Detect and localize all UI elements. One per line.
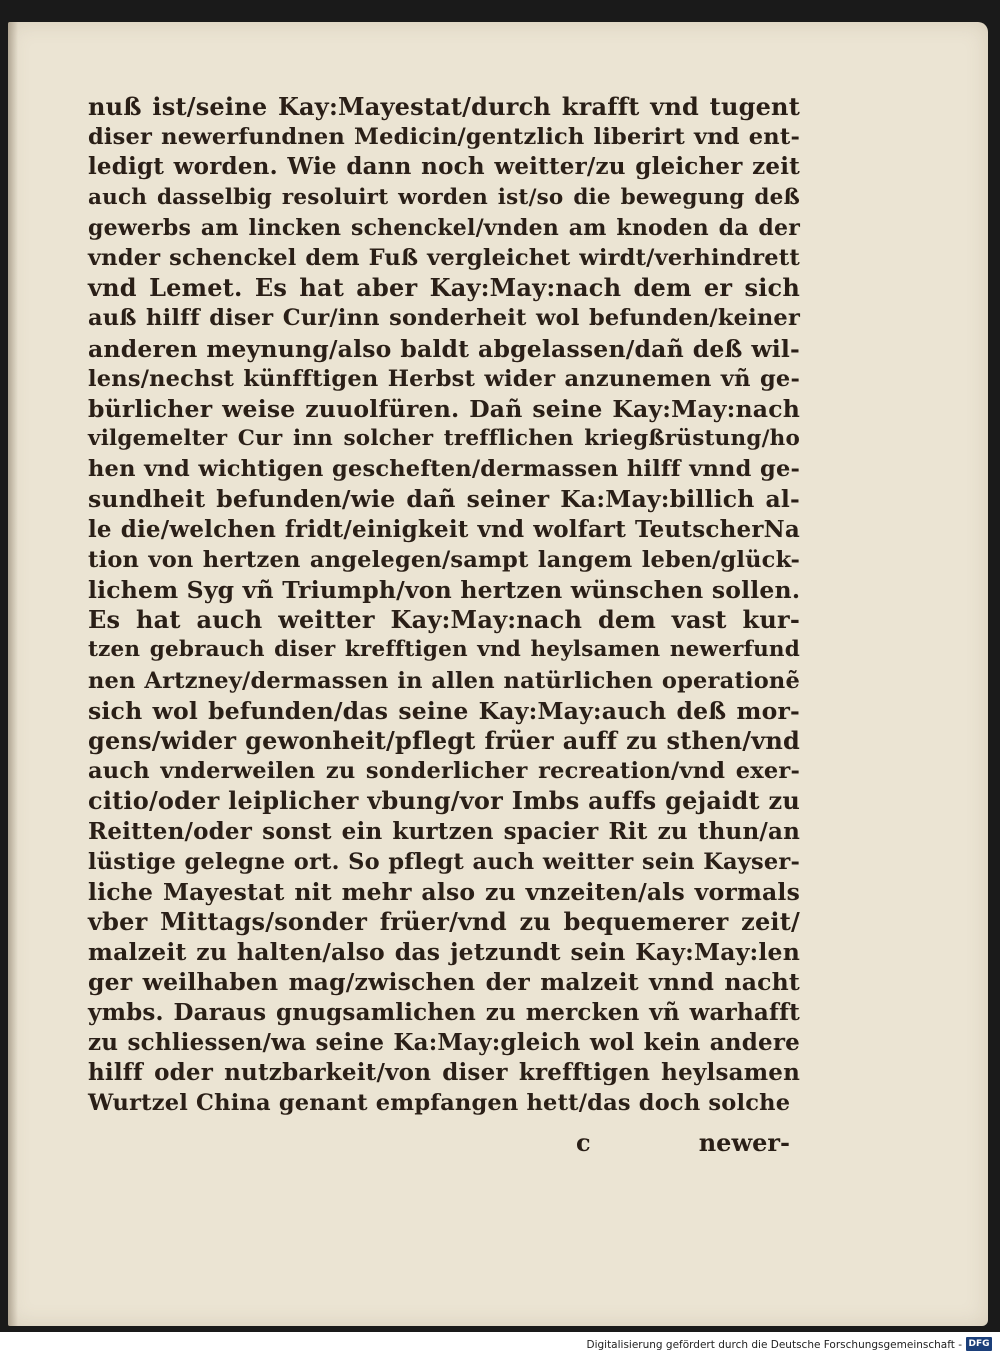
text-line: nen Artzney/dermassen in allen natürlichen operationẽ: [88, 667, 800, 694]
page-gutter-shadow: [8, 22, 18, 1326]
dfg-logo[interactable]: DFG: [966, 1337, 992, 1351]
text-line: tion von hertzen angelegen/sampt langem leben/glück-: [88, 546, 800, 573]
page-footer-marks: [88, 1128, 800, 1158]
text-line: malzeit zu halten/also das jetzundt sein Kay:May:len: [88, 938, 800, 967]
text-line: citio/oder leiplicher vbung/vor Imbs auffs gejaidt zu: [88, 786, 800, 816]
text-line: Es hat auch weitter Kay:May:nach dem vast kur-: [88, 605, 800, 635]
text-line: auch vnderweilen zu sonderlicher recreation/vnd exer-: [88, 758, 800, 785]
page-text: [88, 92, 800, 1118]
text-line: vber Mittags/sonder früer/vnd zu bequemerer zeit/: [88, 907, 800, 937]
text-line: diser newerfundnen Medicin/gentzlich liberirt vnd ent-: [88, 124, 800, 151]
text-line: ger weilhaben mag/zwischen der malzeit vnnd nacht: [88, 968, 800, 997]
text-line: bürlicher weise zuuolfüren. Dañ seine Kay:May:nach: [88, 394, 800, 423]
digitization-credit: Digitalisierung gefördert durch die Deutsche Forschungsgemeinschaft -: [586, 1339, 962, 1351]
text-line: Wurtzel China genant empfangen hett/das doch solche: [88, 1090, 791, 1117]
text-line: anderen meynung/also baldt abgelassen/dañ deß wil-: [88, 334, 800, 363]
text-line: hen vnd wichtigen gescheften/dermassen hilff vnnd ge-: [88, 456, 800, 483]
text-line: lüstige gelegne ort. So pflegt auch weitter sein Kayser-: [88, 848, 800, 875]
text-line: vnd Lemet. Es hat aber Kay:May:nach dem er sich: [88, 273, 800, 303]
text-line: lens/nechst künfftigen Herbst wider anzunemen vñ ge-: [88, 365, 800, 392]
text-line: vnder schenckel dem Fuß vergleichet wirdt/verhindrett: [88, 244, 800, 271]
text-line: hilff oder nutzbarkeit/von diser krefftigen heylsamen: [88, 1059, 800, 1086]
text-line: tzen gebrauch diser krefftigen vnd heylsamen newerfund: [88, 637, 800, 663]
text-line: Reitten/oder sonst ein kurtzen spacier Rit zu thun/an: [88, 817, 800, 845]
text-line: liche Mayestat nit mehr also zu vnzeiten/als vormals: [88, 877, 800, 906]
text-line: ledigt worden. Wie dann noch weitter/zu gleicher zeit: [88, 153, 800, 181]
text-line: auß hilff diser Cur/inn sonderheit wol befunden/keiner: [88, 305, 800, 332]
text-line: le die/welchen fridt/einigkeit vnd wolfart TeutscherNa: [88, 515, 800, 543]
text-line: auch dasselbig resoluirt worden ist/so die bewegung deß: [88, 184, 800, 210]
text-line: ymbs. Daraus gnugsamlichen zu mercken vñ warhafft: [88, 998, 800, 1026]
text-line: gewerbs am lincken schenckel/vnden am knoden da der: [88, 214, 800, 241]
text-line: gens/wider gewonheit/pflegt früer auff zu sthen/vnd: [88, 725, 800, 755]
text-line: vilgemelter Cur inn solcher trefflichen kriegßrüstung/ho: [88, 426, 800, 452]
signature-mark: c: [576, 1128, 591, 1157]
text-line: zu schliessen/wa seine Ka:May:gleich wol kein andere: [88, 1028, 800, 1056]
text-line: nuß ist/seine Kay:Mayestat/durch krafft vnd tugent: [88, 92, 800, 121]
text-line: lichem Syg vñ Triumph/von hertzen wünschen sollen.: [88, 576, 801, 604]
text-line: sundheit befunden/wie dañ seiner Ka:May:billich al-: [88, 485, 800, 514]
catchword: newer-: [698, 1128, 790, 1157]
text-line: sich wol befunden/das seine Kay:May:auch deß mor-: [88, 696, 800, 725]
